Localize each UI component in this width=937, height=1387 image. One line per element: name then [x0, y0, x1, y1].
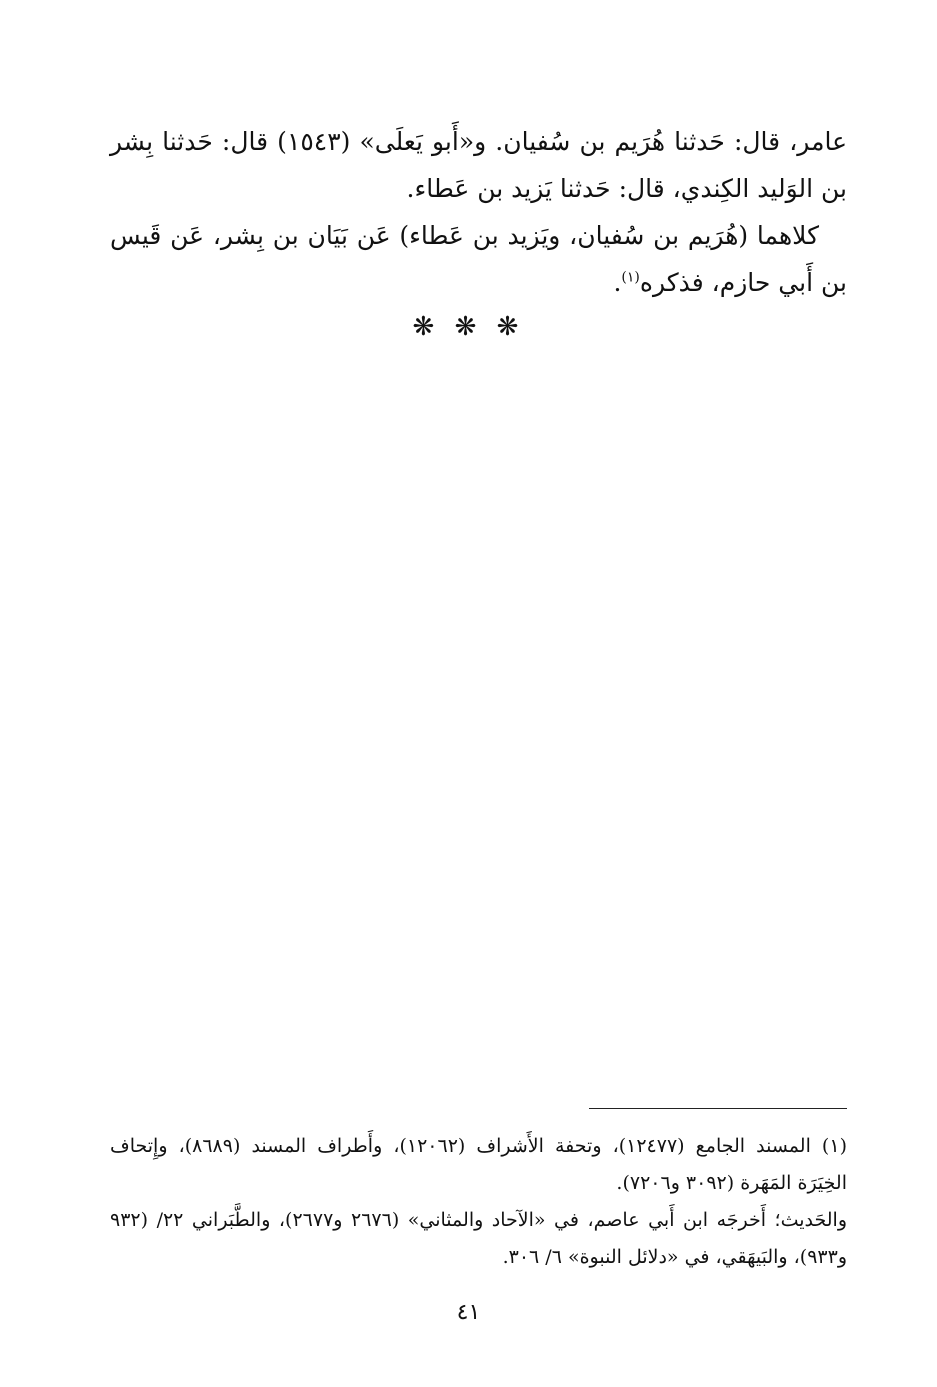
paragraph-2-text: كلاهما (هُرَيم بن سُفيان، ويَزيد بن عَطاء) عَن بَيَان بن بِشر، عَن قَيس بن أَبي حازم، فذكره: [110, 221, 847, 297]
page-number: ٤١: [456, 1300, 481, 1325]
section-divider-ornament: ❋ ❋ ❋: [412, 312, 525, 342]
main-text: [110, 118, 847, 306]
footnote-reference: (١): [621, 269, 640, 286]
footnote-2: والحَديث؛ أَخرجَه ابن أَبي عاصم، في «الآحاد والمثاني» (٢٦٧٦ و٢٦٧٧)، والطَّبَراني ٢٢/ (٩٣٢ و٩٣٣)، والبَيهَقي، في «دلائل النبوة» ٦/ ٣٠٦.: [110, 1209, 848, 1268]
paragraph-1: عامر، قال: حَدثنا هُرَيم بن سُفيان. و«أَبو يَعلَى» (١٥٤٣) قال: حَدثنا بِشر بن الوَليد الكِندي، قال: حَدثنا يَزيد بن عَطاء.: [110, 127, 847, 203]
footnote-1: (١) المسند الجامع (١٢٤٧٧)، وتحفة الأَشراف (١٢٠٦٢)، وأَطراف المسند (٨٦٨٩)، وإِتحاف الخِيَرَة المَهَرة (٣٠٩٢ و٧٢٠٦).: [110, 1135, 847, 1194]
paragraph-2: [110, 212, 847, 306]
footnotes: [110, 1128, 847, 1276]
paragraph-2-end: .: [613, 268, 622, 297]
footnote-separator: [589, 1108, 847, 1109]
